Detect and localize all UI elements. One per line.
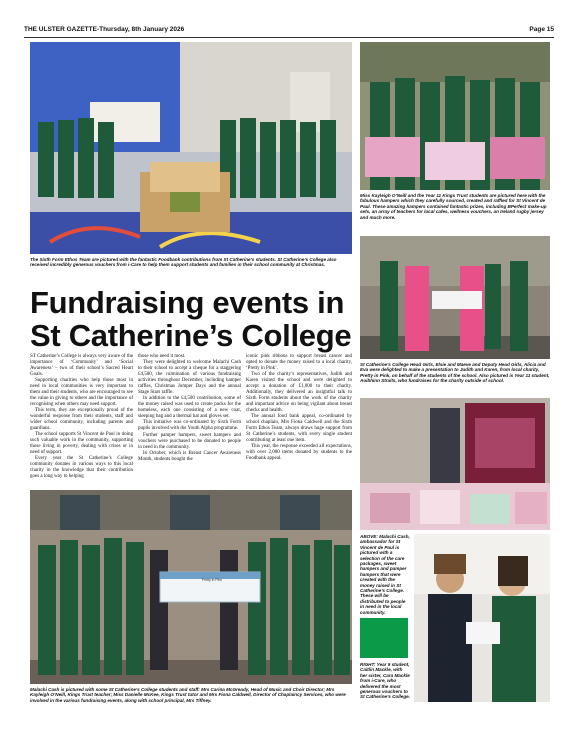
article-paragraph: Two of the charity’s representatives, Judith and Karen visited the school and were delighted to accept a donation of £1,000 to their charity. Additionally, they delivered an insightful talk to Sixth Form students about the work of the charity and important advice on being vigilant about breast checks and health. — [246, 372, 352, 413]
photo-foodbank — [30, 42, 352, 254]
article-paragraph: iconic pink ribbons to support breast cancer and opted to donate the money raised to a local charity, ‘Pretty in Pink’. — [246, 354, 352, 371]
caption-pretty-in-pink: St Catherine’s College Head Girls, Elsie and Maeve and Deputy Head Girls, Alicia and Eva were delighted to make a presentation to Judith and Karen, from local charity, Pretty in Pink, on behalf of the students of the school. Also pictured is Year 11 student, Aoibhinn Straits, who fundraises for the charity outside of school. — [360, 362, 550, 384]
article-column-1 — [30, 354, 133, 481]
headline: Fundraising events in St Catherine’s College — [30, 285, 352, 353]
article-paragraph: This year, the response exceeded all expectations, with over 2,000 items donated by students to the Foodbank appeal. — [246, 444, 352, 461]
article-column-2 — [138, 354, 241, 463]
article-paragraph: This initiative was co-ordinated by Sixth Form pupils involved with the Youth Alpha programme. — [138, 420, 241, 432]
article-paragraph: The school supports St Vincent de Paul in doing such valuable work in the community, supporting those living in poverty, dealing with crises or in need of support. — [30, 432, 133, 455]
article-column-3 — [246, 354, 352, 462]
photo-vouchers — [414, 534, 550, 702]
article-paragraph: Further pamper hampers, sweet hampers and vouchers were purchased to be donated to people in need in the community. — [138, 432, 241, 450]
cheque-label: Pretty in Pink — [202, 578, 222, 582]
article-paragraph: In October, which is Breast Cancer Awareness Month, students bought the — [138, 451, 241, 462]
publication-line: THE ULSTER GAZETTE-Thursday, 8th January 2026 — [24, 26, 185, 33]
photo-care-packages — [360, 398, 550, 530]
caption-care-packages: ABOVE: Malachi Cash, ambassador for St Vincent de Paul is pictured with a selection of the care packages, sweet hampers and pamper hampers that were created with the money raised in St Catherine’s College. These will be distributed to people in need in the local community. — [360, 534, 410, 615]
caption-vouchers: RIGHT: Year 9 student, Caitlin Mackle, with her sister, Cara Mackle from i-Care, who delivered the most generous vouchers to St Catherine’s College. — [360, 662, 410, 700]
caption-hampers: Miss Kayleigh O’Neill and the Year 11 Kings Trust students are pictured here with the fabulous hampers which they carefully sourced, created and raffled for St Vincent de Paul. These amazing hampers contained fantastic prizes, including BPerfect make-up sets, an array of teachers for local cafes, wellness vouchers, an Ireland rugby jersey and much more. — [360, 193, 547, 220]
page-number: Page 15 — [529, 26, 554, 33]
article-paragraph: ST Catherine’s College is always very aware of the importance of ‘Community’ and ‘Social Awareness’ – two of their school’s Sacred Heart Goals. — [30, 354, 133, 377]
caption-foodbank: The Sixth Form Ethos Team are pictured with the fantastic Foodbank contributions from St Catherine’s students. St Catherine’s College also received incredibly generous vouchers from i-Care to help them support students and families in their school community at Christmas. — [30, 257, 337, 268]
article-paragraph: those who need it most. — [138, 354, 186, 359]
article-paragraph: They were delighted to welcome Malachi Cash to their school to accept a cheque for a staggering £4,500, the culmination of various fundraising activities throughout December, including hamper raffles, Christmas Jumper Days and the annual Stage Stars raffle. — [138, 360, 241, 395]
article-paragraph: This term, they are exceptionally proud of the wonderful response from their students, staff and wider school community, including parents and guardians. — [30, 408, 133, 431]
green-accent-box — [360, 618, 408, 658]
caption-cheque-group: Malachi Cash is pictured with some St Catherine’s College students and staff: Mrs Carina McGready, Head of Music and Choir Director; Mrs Kayleigh O’Neill, Kings Trust teacher; Miss Danielle McKee, Kings Trust tutor and Mrs Fiona Caldwell, Director of Chaplaincy Services, who were involved in the various fundraising events, along with school principal, Mrs Tiffney. — [30, 687, 346, 703]
article-paragraph: In addition to the £4,500 contribution, some of the money raised was used to create packs for the homeless, each one consisting of a new coat, sleeping bag and a thermal hat and gloves set. — [138, 396, 241, 420]
photo-pretty-in-pink — [360, 236, 550, 359]
article-paragraph: Every year the St Catherine’s College community donates in various ways to this local charity in the knowledge that their contribution goes a long way to helping — [30, 456, 133, 480]
photo-cheque-group — [30, 490, 352, 684]
article-paragraph: Supporting charities who help those most in need in local communities is very important to them and their students, who are encouraged to see the value in giving to others and the importance of recognising when others may need support. — [30, 378, 133, 407]
masthead-rule — [24, 37, 554, 38]
article-paragraph: The annual food bank appeal, co-ordinated by school chaplain, Mrs Fiona Caldwell and the Sixth Form Ethos Team, always draws huge support from St Catherine’s students, with every single student contributing at least one item. — [246, 414, 352, 443]
masthead — [24, 24, 554, 36]
photo-hampers — [360, 42, 550, 190]
